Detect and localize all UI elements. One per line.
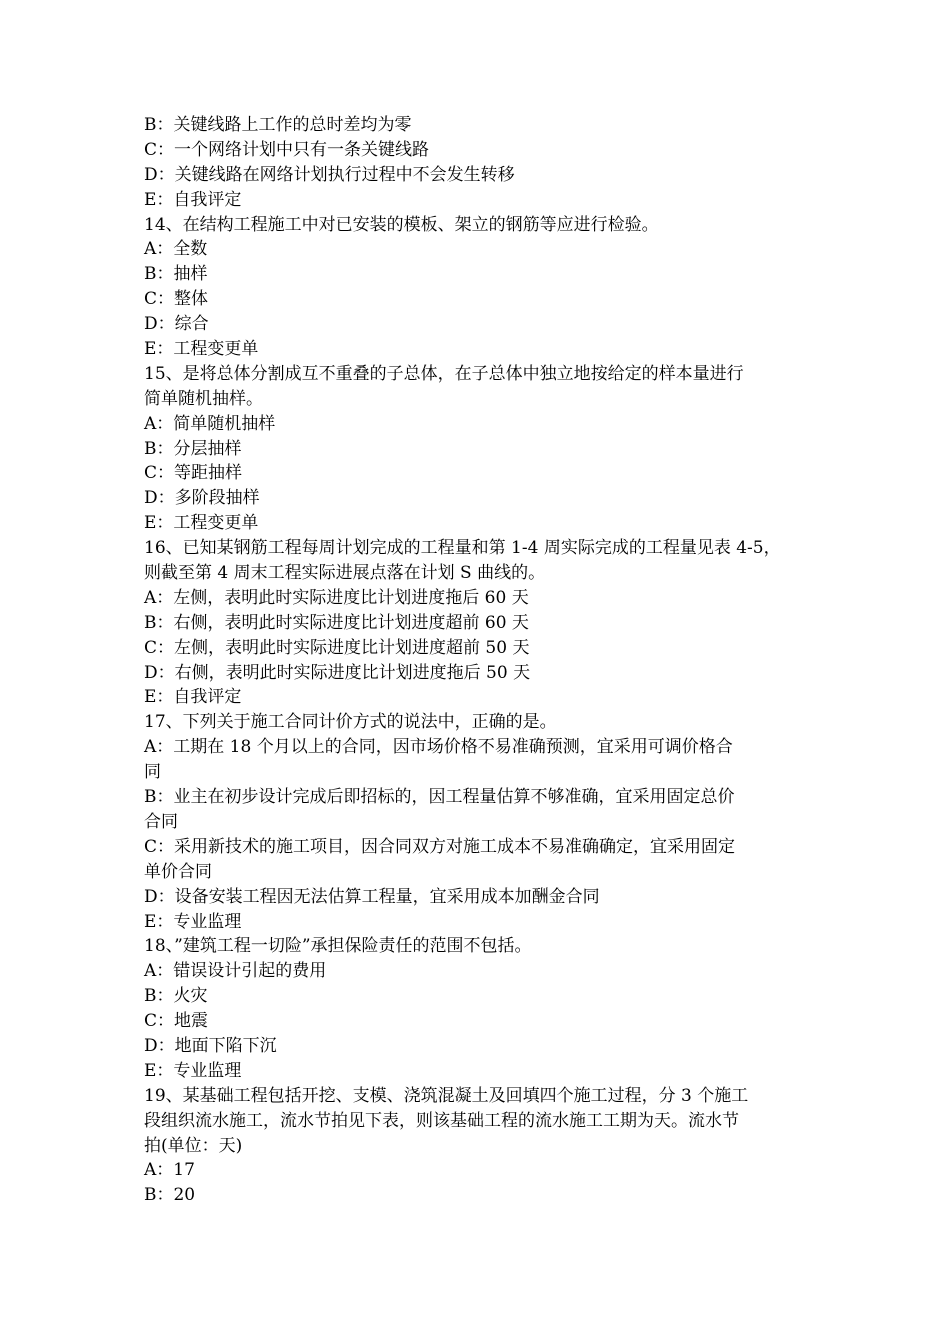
option-d-q15: D：多阶段抽样 [144, 488, 260, 509]
option-c-q18: C：地震 [144, 1011, 209, 1032]
option-b-q17-cont: 合同 [144, 811, 178, 832]
option-b-q19: B：20 [144, 1185, 196, 1206]
option-a-q17: A：工期在 18 个月以上的合同，因市场价格不易准确预测，宜采用可调价格合 [144, 737, 733, 758]
option-d-q17: D：设备安装工程因无法估算工程量，宜采用成本加酬金合同 [144, 886, 600, 907]
option-b-q18: B：火灾 [144, 986, 208, 1007]
option-b-q15: B：分层抽样 [144, 438, 242, 459]
option-c-q14: C：整体 [144, 289, 209, 310]
option-e-q16: E：自我评定 [144, 687, 242, 708]
option-d-q18: D：地面下陷下沉 [144, 1035, 277, 1056]
question-15: 15、是将总体分割成互不重叠的子总体，在子总体中独立地按给定的样本量进行 [144, 363, 744, 384]
option-b-q16: B：右侧，表明此时实际进度比计划进度超前 60 天 [144, 612, 529, 633]
option-a-q17-cont: 同 [144, 762, 161, 783]
option-b-q14: B：抽样 [144, 264, 208, 285]
question-19-cont: 段组织流水施工，流水节拍见下表，则该基础工程的流水施工工期为天。流水节 [144, 1110, 739, 1131]
question-15-cont: 简单随机抽样。 [144, 388, 263, 409]
option-a-q16: A：左侧，表明此时实际进度比计划进度拖后 60 天 [144, 587, 529, 608]
question-18: 18、”建筑工程一切险”承担保险责任的范围不包括。 [144, 936, 532, 957]
option-c-q16: C：左侧，表明此时实际进度比计划进度超前 50 天 [144, 637, 530, 658]
question-16: 16、已知某钢筋工程每周计划完成的工程量和第 1-4 周实际完成的工程量见表 4-5， [144, 538, 781, 559]
option-a-q19: A：17 [144, 1160, 195, 1181]
option-c-q17: C：采用新技术的施工项目，因合同双方对施工成本不易准确确定，宜采用固定 [144, 836, 736, 857]
question-16-cont: 则截至第 4 周末工程实际进展点落在计划 S 曲线的。 [144, 563, 546, 584]
option-e-q14: E：工程变更单 [144, 339, 259, 360]
question-14: 14、在结构工程施工中对已安装的模板、架立的钢筋等应进行检验。 [144, 214, 659, 235]
option-b-q17: B：业主在初步设计完成后即招标的，因工程量估算不够准确，宜采用固定总价 [144, 787, 735, 808]
option-a-q14: A：全数 [144, 239, 208, 260]
option-d-q16: D：右侧，表明此时实际进度比计划进度拖后 50 天 [144, 662, 531, 683]
option-c-q13: C：一个网络计划中只有一条关键线路 [144, 139, 430, 160]
question-17: 17、下列关于施工合同计价方式的说法中，正确的是。 [144, 712, 557, 733]
option-b-q13: B：关键线路上工作的总时差均为零 [144, 115, 412, 135]
option-e-q17: E：专业监理 [144, 911, 242, 932]
option-a-q18: A：错误设计引起的费用 [144, 961, 327, 982]
option-c-q17-cont: 单价合同 [144, 861, 212, 882]
option-a-q15: A：简单随机抽样 [144, 413, 276, 434]
option-d-q14: D：综合 [144, 314, 209, 335]
question-19: 19、某基础工程包括开挖、支模、浇筑混凝土及回填四个施工过程，分 3 个施工 [144, 1085, 749, 1106]
option-e-q13: E：自我评定 [144, 189, 242, 210]
option-e-q18: E：专业监理 [144, 1060, 242, 1081]
document-body [144, 113, 824, 1208]
option-c-q15: C：等距抽样 [144, 463, 243, 484]
option-e-q15: E：工程变更单 [144, 513, 259, 534]
option-d-q13: D：关键线路在网络计划执行过程中不会发生转移 [144, 164, 515, 185]
question-19-cont2: 拍(单位：天) [144, 1135, 243, 1156]
